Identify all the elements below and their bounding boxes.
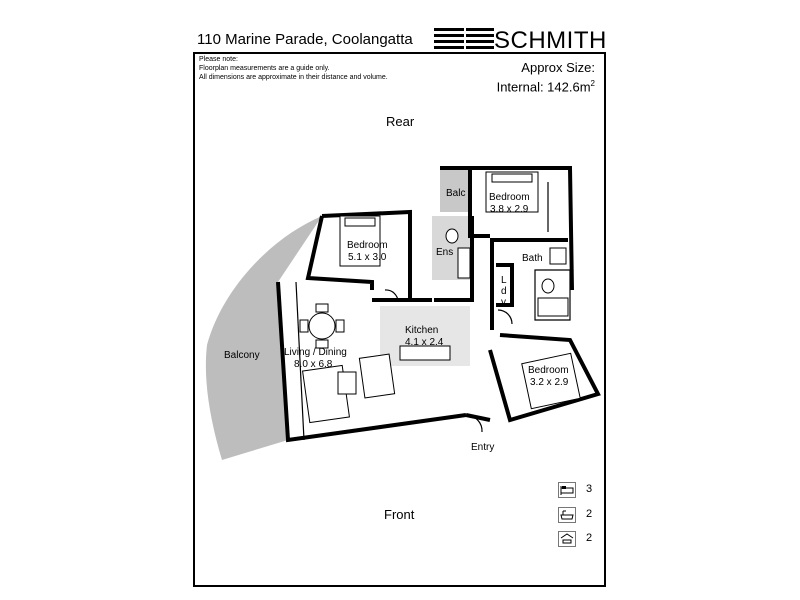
room-label-balcony: Balcony [224, 350, 260, 361]
note-heading: Please note: [199, 56, 238, 63]
kitchen-island [400, 346, 450, 360]
orientation-front: Front [384, 507, 415, 522]
dining-chair [336, 320, 344, 332]
coffee-table [338, 372, 356, 394]
armchair [359, 354, 394, 398]
room-label-bath: Bath [522, 253, 543, 264]
car-icon [558, 531, 576, 547]
parking-count: 2 [586, 532, 593, 544]
room-dims-bedroom-left: 5.1 x 3.0 [348, 252, 387, 263]
legend-bathrooms [558, 507, 603, 525]
note-line: Floorplan measurements are a guide only. [199, 65, 330, 72]
bed-icon [558, 482, 576, 498]
legend-parking [558, 531, 603, 549]
room-dims-bedroom-top: 3.8 x 2.9 [490, 204, 529, 215]
legend-bedrooms [558, 482, 603, 500]
brand-name: SCHMITH [494, 27, 607, 54]
bath-icon [558, 507, 576, 523]
room-label-ldy-y: y [501, 297, 506, 308]
bathroom-count: 2 [586, 508, 593, 520]
room-label-ldy-d: d [501, 286, 507, 297]
room-label-entry: Entry [471, 442, 495, 453]
internal-size-value: Internal: 142.6m [496, 79, 591, 95]
balcony-area [206, 216, 322, 460]
room-label-balc: Balc [446, 188, 466, 199]
bath-tub [538, 298, 568, 316]
pillow-left [345, 218, 375, 226]
pillow-top [492, 174, 532, 182]
vanity-bath [550, 248, 566, 264]
note-line: All dimensions are approximate in their distance and volume. [199, 74, 388, 81]
room-dims-kitchen: 4.1 x 2.4 [405, 337, 444, 348]
room-label-kitchen: Kitchen [405, 325, 439, 336]
room-label-ens: Ens [436, 247, 454, 258]
orientation-rear: Rear [386, 114, 415, 129]
property-address: 110 Marine Parade, Coolangatta [197, 31, 413, 48]
dining-chair [316, 304, 328, 312]
toilet-bath [542, 279, 554, 293]
unit-power: 2 [590, 79, 595, 88]
ldy-door-swing [498, 310, 512, 324]
toilet-ens [446, 229, 458, 243]
room-label-living: Living / Dining [284, 347, 347, 358]
room-dims-bedroom-right: 3.2 x 2.9 [530, 377, 569, 388]
dining-chair [300, 320, 308, 332]
bedroom-count: 3 [586, 483, 593, 495]
dining-table [309, 313, 335, 339]
room-label-bedroom-right: Bedroom [528, 365, 569, 376]
room-label-bedroom-top: Bedroom [489, 192, 530, 203]
vanity-ens [458, 248, 470, 278]
room-label-bedroom-left: Bedroom [347, 240, 388, 251]
room-label-ldy-l: L [501, 275, 507, 286]
room-dims-living: 8.0 x 6.8 [294, 359, 333, 370]
approx-size-title: Approx Size: [521, 60, 595, 75]
